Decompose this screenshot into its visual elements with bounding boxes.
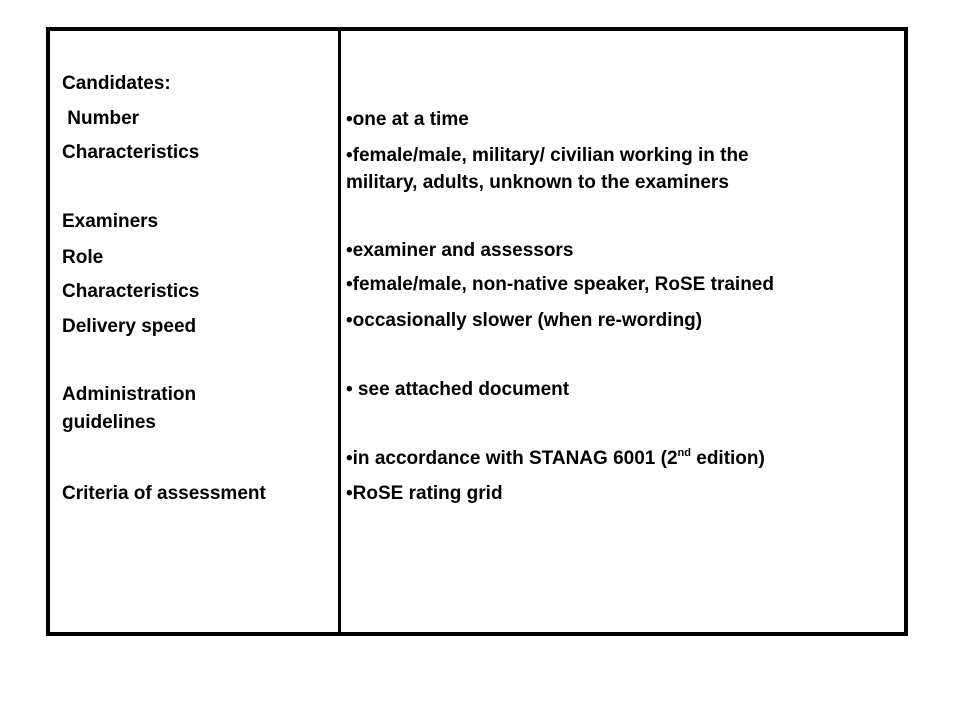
criteria-value-stanag-superscript: nd <box>677 446 691 459</box>
number-label: Number <box>62 108 140 129</box>
candidate-characteristics-value-line2: military, adults, unknown to the examiners <box>346 172 729 193</box>
examiner-characteristics-value: •female/male, non-native speaker, RoSE trained <box>346 274 774 295</box>
candidate-characteristics-label: Characteristics <box>62 142 200 163</box>
administration-label-line2: guidelines <box>62 412 156 433</box>
examiners-heading: Examiners <box>62 211 159 232</box>
criteria-value-rose-grid: •RoSE rating grid <box>346 483 503 504</box>
criteria-value-stanag-prefix: •in accordance with STANAG 6001 (2 <box>346 448 678 469</box>
delivery-speed-value: •occasionally slower (when re-wording) <box>346 310 703 331</box>
delivery-speed-label: Delivery speed <box>62 316 197 337</box>
column-divider <box>338 31 341 632</box>
criteria-value-stanag-suffix: edition) <box>690 448 765 469</box>
candidate-characteristics-value-line1: •female/male, military/ civilian working in the <box>346 145 749 166</box>
criteria-value-stanag <box>346 447 765 471</box>
administration-label-line1: Administration <box>62 384 197 405</box>
criteria-label: Criteria of assessment <box>62 483 266 504</box>
role-label: Role <box>62 247 104 268</box>
number-value: •one at a time <box>346 109 469 130</box>
role-value: •examiner and assessors <box>346 240 574 261</box>
administration-value: • see attached document <box>346 379 570 400</box>
examiner-characteristics-label: Characteristics <box>62 281 200 302</box>
candidates-heading: Candidates: <box>62 73 171 94</box>
